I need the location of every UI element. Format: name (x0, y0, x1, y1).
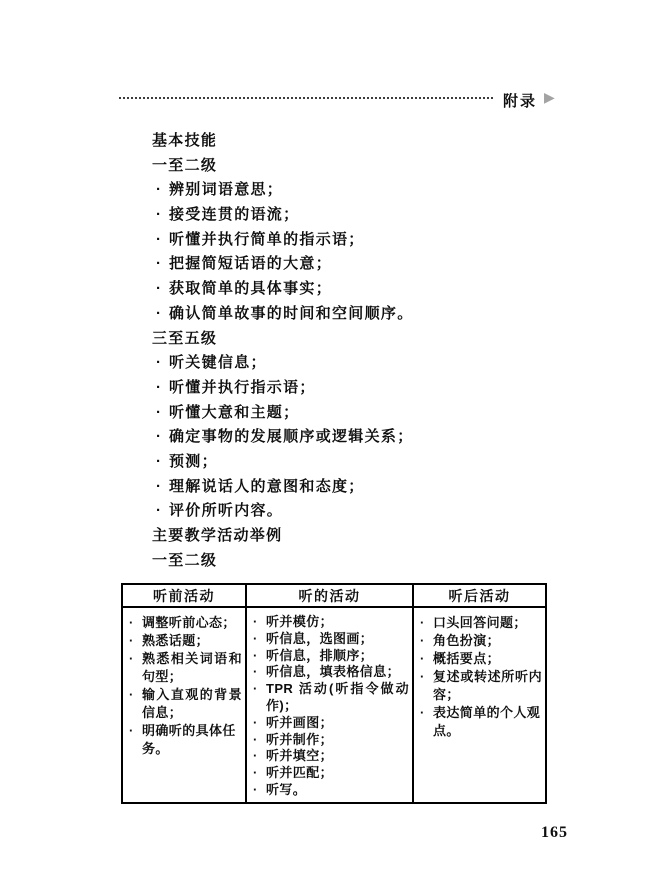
activity-item (420, 614, 542, 632)
bullet-icon: · (129, 687, 134, 702)
bullet-icon: · (156, 255, 161, 273)
activity-item (253, 664, 409, 681)
bullet-icon: · (156, 181, 161, 199)
skill-item-text: 接受连贯的语流； (169, 206, 300, 224)
bullet-icon: · (156, 428, 161, 446)
appendix-arrow-icon: ▶ (544, 89, 555, 105)
table-header-post-listening: 听后活动 (413, 584, 546, 607)
skill-item-text: 听懂并执行简单的指示语； (169, 230, 365, 248)
bullet-icon: · (253, 681, 258, 697)
activity-text: 听并模仿； (266, 614, 334, 629)
activity-text: 概括要点； (433, 651, 501, 666)
bullet-icon: · (156, 378, 161, 396)
header-dotted-rule (119, 97, 493, 99)
activities-table (121, 583, 547, 804)
heading-level-1-2: 一至二级 (152, 156, 218, 174)
heading-activities-level-1-2: 一至二级 (152, 551, 218, 569)
heading-basic-skills: 基本技能 (152, 132, 218, 149)
activity-text: 熟悉话题； (142, 633, 210, 648)
bullet-icon: · (253, 781, 258, 797)
table-header-pre-listening: 听前活动 (122, 584, 246, 607)
activity-item (253, 681, 409, 715)
activity-text: 听写。 (266, 781, 307, 797)
skill-item-text: 理解说话人的意图和态度； (169, 477, 365, 495)
skill-item-text: 评价所听内容。 (169, 502, 284, 520)
activity-item (420, 650, 542, 668)
activity-item (253, 782, 409, 799)
bullet-icon: · (156, 452, 161, 470)
activity-item (420, 668, 542, 704)
skill-item (152, 401, 582, 426)
bullet-icon: · (420, 669, 425, 684)
page-content (152, 129, 582, 573)
skill-item-text: 确定事物的发展顺序或逻辑关系； (169, 428, 414, 446)
activity-text: 熟悉相关词语和句型； (142, 651, 242, 684)
bullet-icon: · (129, 723, 134, 738)
bullet-icon: · (129, 651, 134, 666)
appendix-label: 附录 (503, 93, 538, 110)
bullet-icon: · (156, 477, 161, 495)
skill-item (152, 277, 582, 302)
bullet-icon: · (253, 647, 258, 663)
table-body-row (122, 607, 546, 803)
bullet-icon: · (253, 614, 258, 629)
activity-item (253, 648, 409, 665)
activity-text: 听并制作； (266, 731, 334, 747)
activity-item (253, 715, 409, 732)
activity-text: 听并填空； (266, 748, 334, 764)
skill-item (152, 203, 582, 228)
skill-item-text: 听懂大意和主题； (169, 403, 300, 421)
skill-item-text: 确认简单故事的时间和空间顺序。 (169, 304, 414, 322)
bullet-icon: · (129, 633, 134, 648)
activity-item (253, 732, 409, 749)
table-cell-post-listening (413, 607, 546, 803)
skill-item-text: 听关键信息； (169, 354, 267, 372)
activity-text: 明确听的具体任务。 (142, 723, 236, 756)
bullet-icon: · (156, 280, 161, 298)
skill-item-text: 听懂并执行指示语； (169, 378, 316, 396)
activity-text: 听并画图； (266, 714, 334, 730)
bullet-icon: · (420, 705, 425, 720)
activity-text: TPR 活动(听指令做动作)； (266, 681, 409, 713)
skill-item (152, 499, 582, 524)
activity-item (253, 631, 409, 648)
bullet-icon: · (156, 304, 161, 322)
activity-item (253, 765, 409, 782)
activity-item (253, 748, 409, 765)
activity-text: 听信息，填表格信息； (266, 664, 401, 680)
table-header-row (122, 584, 546, 607)
bullet-icon: · (156, 354, 161, 372)
activity-item (129, 686, 242, 722)
skill-item (152, 228, 582, 253)
activity-text: 调整听前心态； (142, 615, 236, 630)
skill-item (152, 475, 582, 500)
skill-item (152, 450, 582, 475)
skill-item (152, 351, 582, 376)
bullet-icon: · (253, 731, 258, 747)
skill-item (152, 376, 582, 401)
skill-item-text: 预测； (169, 452, 218, 470)
bullet-icon: · (156, 502, 161, 520)
skill-item-text: 辨别词语意思； (169, 181, 284, 199)
activity-text: 听并匹配； (266, 765, 334, 781)
bullet-icon: · (253, 630, 258, 646)
skill-item (152, 302, 582, 327)
bullet-icon: · (129, 615, 134, 630)
activity-item (129, 650, 242, 686)
bullet-icon: · (420, 633, 425, 648)
activity-item (420, 632, 542, 650)
skill-item (152, 178, 582, 203)
activity-text: 听信息，选图画； (266, 630, 374, 646)
bullet-icon: · (253, 714, 258, 730)
bullet-icon: · (420, 651, 425, 666)
bullet-icon: · (156, 403, 161, 421)
bullet-icon: · (156, 230, 161, 248)
skill-item-text: 获取简单的具体事实； (169, 280, 333, 298)
table-cell-pre-listening (122, 607, 246, 803)
activity-text: 表达简单的个人观点。 (433, 705, 541, 738)
activity-text: 听信息，排顺序； (266, 647, 374, 663)
page-number: 165 (541, 824, 568, 841)
heading-level-3-5: 三至五级 (152, 329, 218, 347)
bullet-icon: · (420, 615, 425, 630)
skill-item-text: 把握简短话语的大意； (169, 255, 333, 273)
skill-item (152, 425, 582, 450)
bullet-icon: · (156, 206, 161, 224)
activity-item (129, 614, 242, 632)
activity-text: 角色扮演； (433, 633, 501, 648)
table-header-while-listening: 听的活动 (246, 584, 413, 607)
heading-main-activities: 主要教学活动举例 (152, 527, 283, 544)
activity-text: 口头回答问题； (433, 615, 527, 630)
activity-item (420, 704, 542, 740)
table-cell-while-listening (246, 607, 413, 803)
activity-item (129, 722, 242, 758)
activity-text: 输入直观的背景信息； (142, 687, 242, 720)
bullet-icon: · (253, 748, 258, 764)
activity-item (129, 632, 242, 650)
skill-item (152, 252, 582, 277)
bullet-icon: · (253, 664, 258, 680)
activity-item (253, 614, 409, 631)
activity-text: 复述或转述所听内容； (433, 669, 542, 702)
bullet-icon: · (253, 765, 258, 781)
